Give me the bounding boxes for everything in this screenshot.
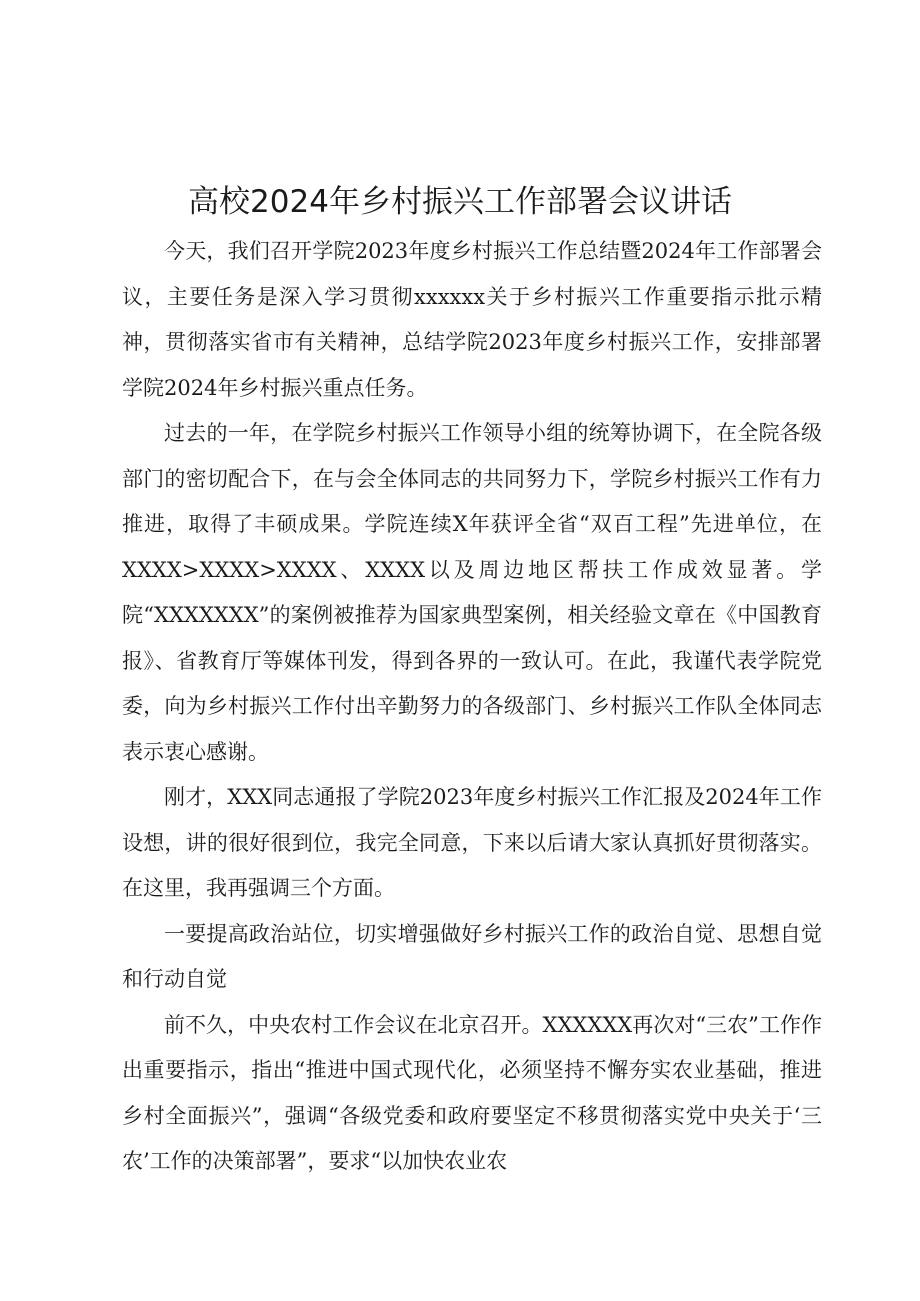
paragraph: 过去的一年，在学院乡村振兴工作领导小组的统筹协调下，在全院各级部门的密切配合下，在与会全体同志的共同努力下，学院乡村振兴工作有力推进，取得了丰硕成果。学院连续X年获评全省“双百工程”先进单位，在XXXX>XXXX>XXXX、XXXX以及周边地区帮扶工作成效显著。学院“XXXXXXX”的案例被推荐为国家典型案例，相关经验文章在《中国教育报》、省教育厅等媒体刊发，得到各界的一致认可。在此，我谨代表学院党委，向为乡村振兴工作付出辛勤努力的各级部门、乡村振兴工作队全体同志表示衷心感谢。: [122, 421, 822, 764]
paragraph: 一要提高政治站位，切实增强做好乡村振兴工作的政治自觉、思想自觉和行动自觉: [122, 921, 822, 991]
document-body: [122, 229, 822, 1185]
paragraph: 前不久，中央农村工作会议在北京召开。XXXXXX再次对“三农”工作作出重要指示，指出“推进中国式现代化，必须坚持不懈夯实农业基础，推进乡村全面振兴”，强调“各级党委和政府要坚定不移贯彻落实党中央关于‘三农’工作的决策部署”，要求“以加快农业农: [122, 1012, 822, 1173]
paragraph: 刚才，XXX同志通报了学院2023年度乡村振兴工作汇报及2024年工作设想，讲的很好很到位，我完全同意，下来以后请大家认真抓好贯彻落实。在这里，我再强调三个方面。: [122, 785, 822, 900]
document-title: 高校2024年乡村振兴工作部署会议讲话: [188, 184, 732, 220]
paragraph: 今天，我们召开学院2023年度乡村振兴工作总结暨2024年工作部署会议，主要任务是深入学习贯彻xxxxxx关于乡村振兴工作重要指示批示精神，贯彻落实省市有关精神，总结学院2023年度乡村振兴工作，安排部署学院2024年乡村振兴重点任务。: [122, 239, 822, 400]
